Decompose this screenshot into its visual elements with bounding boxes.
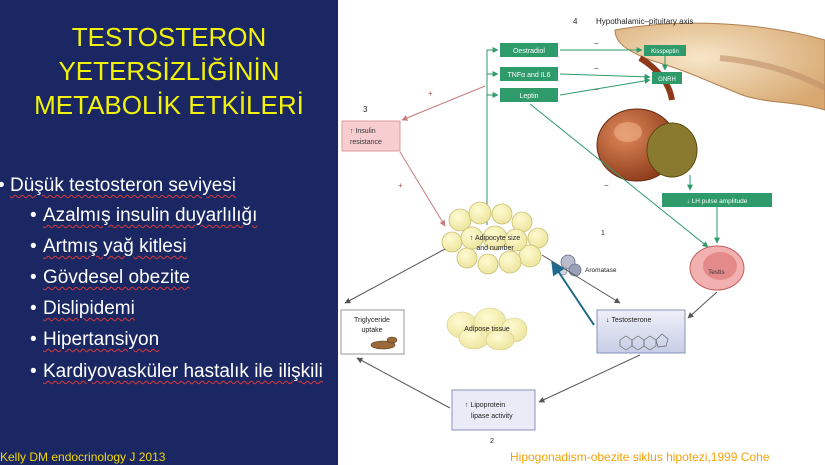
sub-bullet-text: Hipertansiyon <box>43 329 160 350</box>
title-line-3: METABOLİK ETKİLERİ <box>34 90 304 120</box>
insulin-resistance-box <box>342 121 400 151</box>
left-panel <box>0 0 338 465</box>
triglyceride-line-2: uptake <box>361 327 383 334</box>
lipoprotein-to-triglyceride-arrow <box>357 358 450 408</box>
title-line-1: TESTOSTERON <box>71 22 267 52</box>
title-line-2: YETERSİZLİĞİNİN <box>58 56 280 86</box>
insulin-resistance-line-1: ↑ Insulin <box>350 128 376 135</box>
adipocyte-to-testosterone-arrow <box>542 255 620 303</box>
sub-bullet-5 <box>0 324 336 355</box>
sub-bullet-2 <box>0 231 336 262</box>
insulin-resistance-line-2: resistance <box>350 139 382 146</box>
main-bullet-text: Düşük testosteron seviyesi <box>10 175 236 196</box>
sign-plus-2: + <box>398 181 403 190</box>
hypothalamic-pituitary-illustration <box>597 23 825 181</box>
hypogonadism-obesity-diagram <box>338 0 825 465</box>
adipose-label: Adipose tissue <box>464 326 510 333</box>
lipoprotein-line-2: lipase activity <box>471 413 513 420</box>
sub-bullet-6 <box>0 355 336 385</box>
sub-bullet-text: Gövdesel obezite <box>43 267 190 288</box>
triglyceride-line-1: Triglyceride <box>354 317 390 324</box>
leptin-label: Leptin <box>519 93 539 100</box>
aromatase-label: Aromatase <box>585 267 617 274</box>
slide-title <box>0 20 338 122</box>
hormone-to-insulin-arrow <box>402 86 485 120</box>
sub-bullet-4 <box>0 293 336 324</box>
axis-title: Hypothalamic–pituitary axis <box>596 17 694 26</box>
citation-left: Kelly DM endocrinology J 2013 <box>0 450 166 464</box>
number-3: 3 <box>363 105 368 114</box>
adipocyte-line-2: and number <box>476 245 514 252</box>
leptin-to-gnrh-arrow <box>560 80 650 95</box>
number-1: 1 <box>601 230 605 237</box>
adipocyte-to-triglyceride-arrow <box>345 249 445 303</box>
lipoprotein-line-1: ↑ Lipoprotein <box>465 402 506 409</box>
kisspeptin-label: Kisspeptin <box>651 49 679 55</box>
lh-label: ↓ LH pulse amplitude <box>686 198 748 205</box>
sign-minus-3: − <box>594 85 599 94</box>
sub-bullet-1 <box>0 200 336 231</box>
axis-number: 4 <box>573 17 578 26</box>
main-bullet <box>0 172 336 200</box>
insulin-to-adipocyte-arrow <box>400 152 445 226</box>
tnf-il6-label: TNFα and IL6 <box>507 72 551 79</box>
gnrh-label: GNRH <box>658 77 676 83</box>
testis-illustration <box>690 246 744 290</box>
testosterone-to-lipoprotein-arrow <box>539 355 640 402</box>
testis-to-testosterone-arrow <box>688 292 717 318</box>
sub-bullet-text: Kardiyovasküler hastalık ile ilişkili <box>43 361 323 382</box>
lipoprotein-box <box>452 390 535 430</box>
testosterone-label: ↓ Testosterone <box>606 317 652 324</box>
sub-bullet-text: Dislipidemi <box>43 298 135 319</box>
sub-bullet-text: Azalmış insulin duyarlılığı <box>43 205 258 226</box>
oestradiol-label: Oestradiol <box>513 48 545 55</box>
sign-minus-4: − <box>604 181 609 190</box>
sign-minus-1: − <box>594 39 599 48</box>
number-2: 2 <box>490 438 494 445</box>
bullet-list <box>0 172 336 385</box>
citation-right: Hipogonadism-obezite siklus hipotezi,1999 Cohe <box>510 450 770 464</box>
sign-plus-1: + <box>428 89 433 98</box>
trunk-oestradiol-arrow <box>487 50 498 225</box>
testis-label: Testis <box>708 269 725 276</box>
tnf-to-gnrh-arrow <box>560 74 650 77</box>
sub-bullet-text: Artmış yağ kitlesi <box>43 236 187 257</box>
sign-minus-2: − <box>594 64 599 73</box>
aromatase-enzyme-icon <box>559 255 581 276</box>
sub-bullet-3 <box>0 262 336 293</box>
adipocyte-line-1: ↑ Adipocyte size <box>469 235 521 242</box>
